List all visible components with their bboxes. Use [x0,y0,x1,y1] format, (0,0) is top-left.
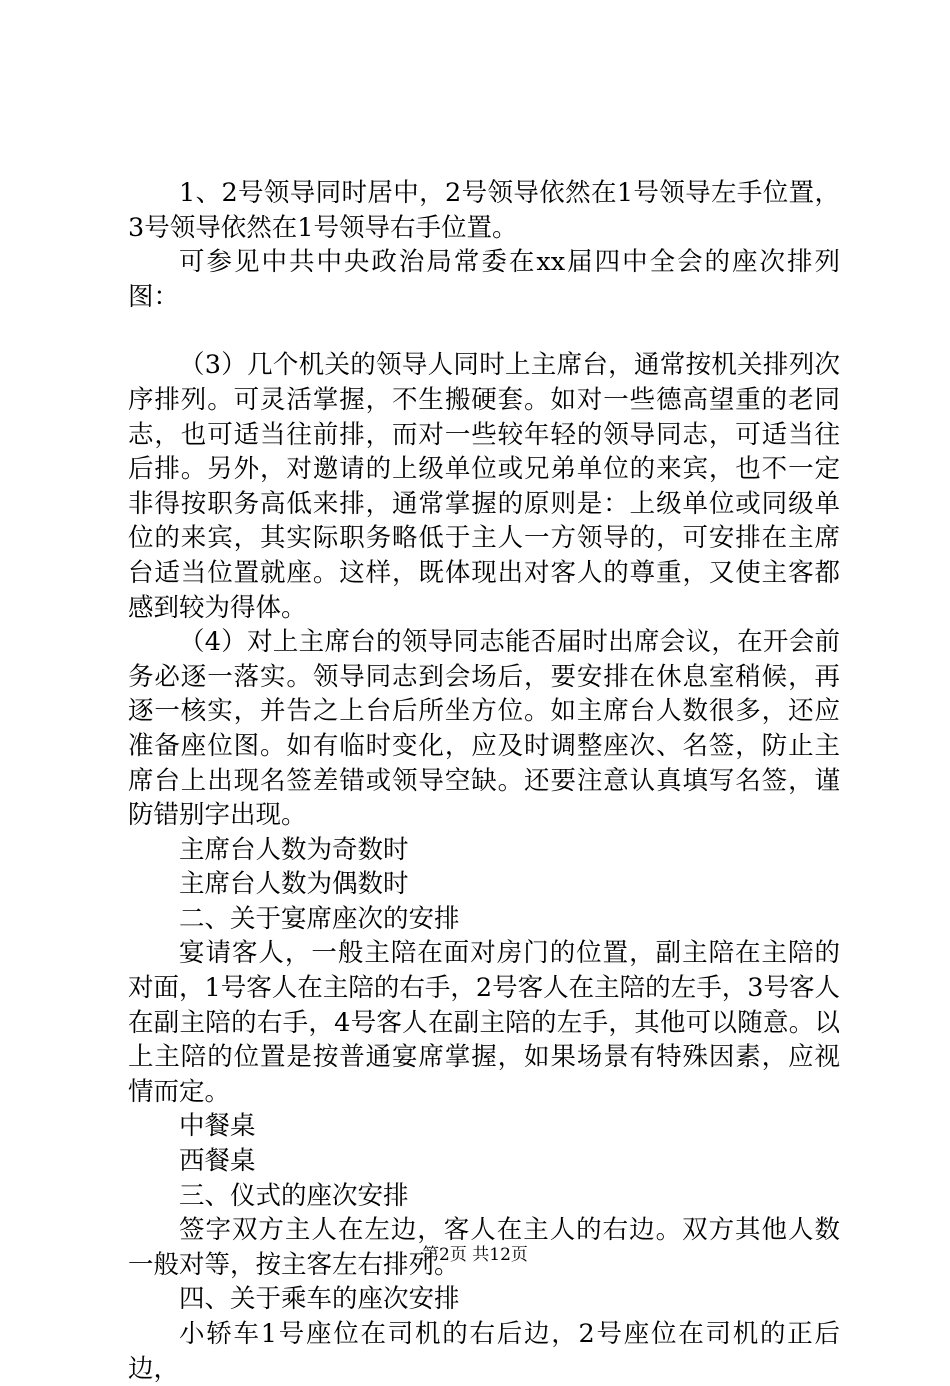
paragraph-banquet: 宴请客人，一般主陪在面对房门的位置，副主陪在主陪的对面，1号客人在主陪的右手，2号客人在主陪的左手，3号客人在副主陪的右手，4号客人在副主陪的左手，其他可以随意。以上主陪的位置是按普通宴席掌握，如果场景有特殊因素，应视情而定。 [128,938,840,1107]
paragraph-item-3: （3）几个机关的领导人同时上主席台，通常按机关排列次序排列。可灵活掌握，不生搬硬套。如对一些德高望重的老同志，也可适当往前排，而对一些较年轻的领导同志，可适当往后排。另外，对邀请的上级单位或兄弟单位的来宾，也不一定非得按职务高低来排，通常掌握的原则是：上级单位或同级单位的来宾，其实际职务略低于主人一方领导的，可安排在主席台适当位置就座。这样，既体现出对客人的尊重，又使主客都感到较为得体。 [128,350,840,623]
section-heading-banquet: 二、关于宴席座次的安排 [179,903,460,934]
paragraph-ceremony: 签字双方主人在左边，客人在主人的右边。双方其他人数一般对等，按主客左右排列。 [128,1215,840,1280]
section-heading-ceremony: 三、仪式的座次安排 [179,1180,409,1211]
paragraph-leader-positions: 1、2号领导同时居中，2号领导依然在1号领导左手位置，3号领导依然在1号领导右手位置。 [128,178,840,243]
section-heading-car: 四、关于乘车的座次安排 [179,1284,460,1315]
paragraph-reference-chart: 可参见中共中央政治局常委在xx届四中全会的座次排列图： [128,247,840,312]
document-body [128,176,840,1386]
paragraph-car: 小轿车1号座位在司机的右后边，2号座位在司机的正后边， [128,1319,840,1384]
caption-odd-seats: 主席台人数为奇数时 [179,834,409,865]
figure-placeholder-gap [128,314,840,348]
caption-chinese-table: 中餐桌 [179,1111,256,1142]
page-number-footer: 第2页 共12页 [422,1245,528,1265]
caption-even-seats: 主席台人数为偶数时 [179,869,409,900]
paragraph-item-4: （4）对上主席台的领导同志能否届时出席会议，在开会前务必逐一落实。领导同志到会场后，要安排在休息室稍候，再逐一核实，并告之上台后所坐方位。如主席台人数很多，还应准备座位图。如有临时变化，应及时调整座次、名签，防止主席台上出现名签差错或领导空缺。还要注意认真填写名签，谨防错别字出现。 [128,627,840,831]
caption-western-table: 西餐桌 [179,1146,256,1177]
